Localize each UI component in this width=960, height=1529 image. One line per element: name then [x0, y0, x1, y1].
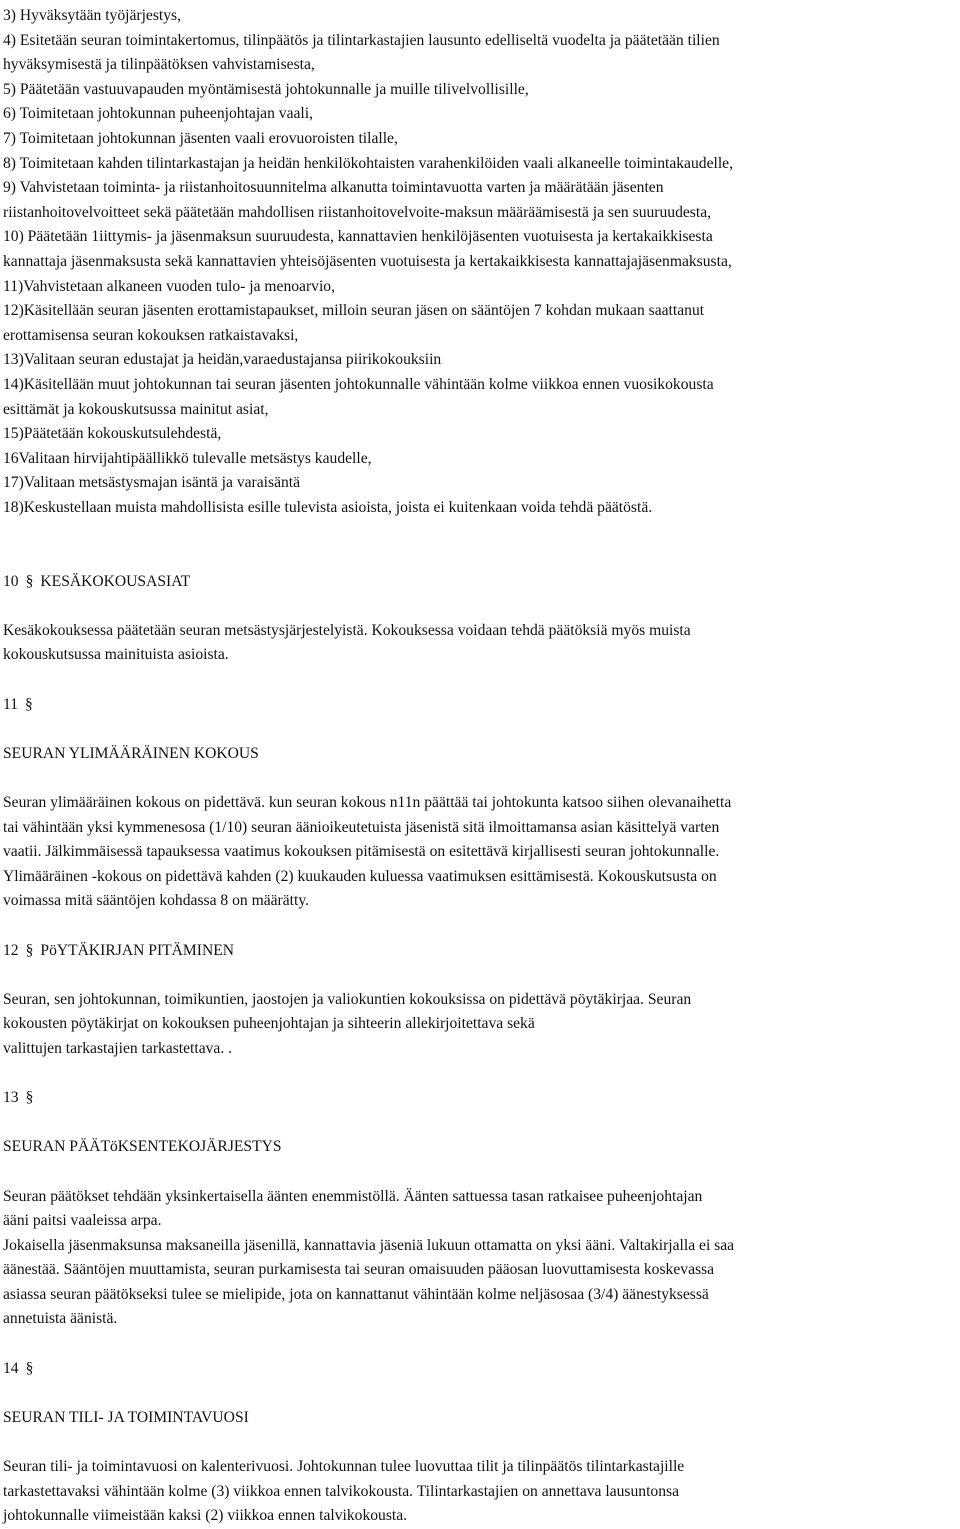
agenda-line: 11)Vahvistetaan alkaneen vuoden tulo- ja menoarvio,: [3, 277, 335, 295]
agenda-line: 18)Keskustellaan muista mahdollisista esille tulevista asioista, joista ei kuitenkaan voida tehdä päätöstä.: [3, 498, 653, 516]
agenda-line: 17)Valitaan metsästysmajan isäntä ja varaisäntä: [3, 474, 301, 492]
section-heading: [3, 1086, 955, 1111]
agenda-line: 4) Esitetään seuran toimintakertomus, tilinpäätös ja tilintarkastajien lausunto edelliseltä vuodelta ja päätetään tilien: [3, 31, 720, 49]
section-text-line: Jokaisella jäsenmaksunsa maksaneilla jäsenillä, kannattavia jäseniä lukuun ottamatta on yksi ääni. Valtakirjalla ei saa: [3, 1236, 735, 1254]
agenda-line: 10) Päätetään 1iittymis- ja jäsenmaksun suuruudesta, kannattavien henkilöjäsenten vuotuisesta ja kertakaikkisesta: [3, 228, 713, 246]
section-sign-icon: §: [25, 941, 34, 959]
section-title: SEURAN PÄÄTöKSENTEKOJÄRJESTYS: [3, 1138, 282, 1156]
section-title: SEURAN TILI- JA TOIMINTAVUOSI: [3, 1408, 249, 1426]
section-12: [3, 939, 955, 1062]
agenda-line: 12)Käsitellään seuran jäsenten erottamistapaukset, milloin seuran jäsen on sääntöjen 7 kohdan mukaan saattanut: [3, 302, 705, 320]
section-heading: [3, 570, 955, 595]
section-text-line: kokouskutsussa mainituista asioista.: [3, 646, 229, 664]
section-heading: [3, 1357, 955, 1382]
agenda-line: erottamisensa seuran kokouksen ratkaistavaksi,: [3, 326, 299, 344]
section-title: KESÄKOKOUSASIAT: [40, 572, 191, 590]
section-text-line: äänestää. Sääntöjen muuttamista, seuran purkamisesta tai seuran omaisuuden pääosan luovuttamisesta koskevassa: [3, 1261, 715, 1279]
section-text-line: asiassa seuran päätökseksi tulee se mielipide, jota on kannattanut vähintään kolme neljäsosaa (3/4) äänestyksessä: [3, 1285, 709, 1303]
section-text-line: Seuran, sen johtokunnan, toimikuntien, jaostojen ja valiokuntien kokouksissa on pidettävä pöytäkirjaa. Seuran: [3, 990, 692, 1008]
section-number: 14: [3, 1359, 19, 1377]
section-title: SEURAN YLIMÄÄRÄINEN KOKOUS: [3, 744, 259, 762]
section-10: [3, 570, 955, 668]
section-text-line: Seuran tili- ja toimintavuosi on kalenterivuosi. Johtokunnan tulee luovuttaa tilit ja tilinpäätös tilintarkastajille: [3, 1458, 685, 1476]
section-text-line: annetuista äänistä.: [3, 1310, 118, 1328]
section-sign-icon: §: [25, 1359, 34, 1377]
section-heading: [3, 693, 955, 718]
section-11: [3, 693, 955, 914]
section-sign-icon: §: [25, 1089, 34, 1107]
section-13: [3, 1086, 955, 1332]
agenda-line: kannattaja jäsenmaksusta sekä kannattavien yhteisöjäsenten vuotuisesta ja kertakaikkisesta kannattajajäsenmaksusta,: [3, 252, 732, 270]
section-text-line: Kesäkokouksessa päätetään seuran metsästysjärjestelyistä. Kokouksessa voidaan tehdä päätöksiä myös muista: [3, 621, 691, 639]
section-text-line: johtokunnalle viimeistään kaksi (2) viikkoa ennen talvikokousta.: [3, 1507, 408, 1525]
agenda-line: 8) Toimitetaan kahden tilintarkastajan ja heidän henkilökohtaisten varahenkilöiden vaali alkaneelle toimintakaudelle,: [3, 154, 733, 172]
section-number: 13: [3, 1089, 19, 1107]
section-text-line: voimassa mitä sääntöjen kohdassa 8 on määrätty.: [3, 892, 310, 910]
agenda-line: 13)Valitaan seuran edustajat ja heidän,varaedustajansa piirikokouksiin: [3, 351, 442, 369]
section-text-line: ääni paitsi vaaleissa arpa.: [3, 1212, 162, 1230]
agenda-line: hyväksymisestä ja tilinpäätöksen vahvistamisesta,: [3, 56, 315, 74]
section-text-line: tarkastettavaksi vähintään kolme (3) viikkoa ennen talvikokousta. Tilintarkastajien on annettava lausuntonsa: [3, 1482, 679, 1500]
agenda-line: riistanhoitovelvoitteet sekä päätetään mahdollisen riistanhoitovelvoite-maksun määräämisestä ja sen suuruudesta,: [3, 203, 712, 221]
section-sign-icon: §: [25, 695, 33, 713]
section-sign-icon: §: [25, 572, 34, 590]
section-text-line: Seuran ylimääräinen kokous on pidettävä. kun seuran kokous n11n päättää tai johtokunta katsoo siihen olevanaihetta: [3, 794, 732, 811]
agenda-line: 15)Päätetään kokouskutsulehdestä,: [3, 425, 222, 443]
section-14: [3, 1357, 955, 1529]
section-number: 11: [3, 695, 19, 713]
section-text-line: valittujen tarkastajien tarkastettava. .: [3, 1039, 233, 1057]
section-text-line: tai vähintään yksi kymmenesosa (1/10) seuran äänioikeutetuista jäsenistä sitä ilmoittamansa asian käsittelyä varten: [3, 818, 720, 836]
section-title: PöYTÄKIRJAN PITÄMINEN: [40, 941, 235, 959]
section-text-line: kokousten pöytäkirjat on kokouksen puheenjohtajan ja sihteerin allekirjoitettava sekä: [3, 1015, 535, 1033]
section-heading: [3, 939, 955, 964]
agenda-line: esittämät ja kokouskutsussa mainitut asiat,: [3, 400, 269, 418]
agenda-line: 9) Vahvistetaan toiminta- ja riistanhoitosuunnitelma alkanutta toimintavuotta varten ja määrätään jäsenten: [3, 179, 664, 197]
section-number: 10: [3, 572, 19, 590]
agenda-line: 7) Toimitetaan johtokunnan jäsenten vaali erovuoroisten tilalle,: [3, 129, 398, 147]
agenda-line: 16Valitaan hirvijahtipäällikkö tulevalle metsästys kaudelle,: [3, 449, 372, 467]
agenda-line: 3) Hyväksytään työjärjestys,: [3, 7, 181, 24]
agenda-line: 5) Päätetään vastuuvapauden myöntämisestä johtokunnalle ja muille tilivelvollisille,: [3, 80, 529, 98]
section-text-line: vaatii. Jälkimmäisessä tapauksessa vaatimus kokouksen pitämisestä on esitettävä kirjallisesti seuran johtokunnalle.: [3, 843, 720, 861]
section-text-line: Seuran päätökset tehdään yksinkertaisella äänten enemmistöllä. Äänten sattuessa tasan ratkaisee puheenjohtajan: [3, 1187, 703, 1205]
agenda-list: [3, 4, 955, 520]
agenda-line: 14)Käsitellään muut johtokunnan tai seuran jäsenten johtokunnalle vähintään kolme viikkoa ennen vuosikokousta: [3, 375, 714, 393]
section-number: 12: [3, 941, 19, 959]
agenda-line: 6) Toimitetaan johtokunnan puheenjohtajan vaali,: [3, 105, 313, 123]
section-text-line: Ylimääräinen -kokous on pidettävä kahden (2) kuukauden kuluessa vaatimuksen esittämisestä. Kokouskutsusta on: [3, 867, 717, 885]
